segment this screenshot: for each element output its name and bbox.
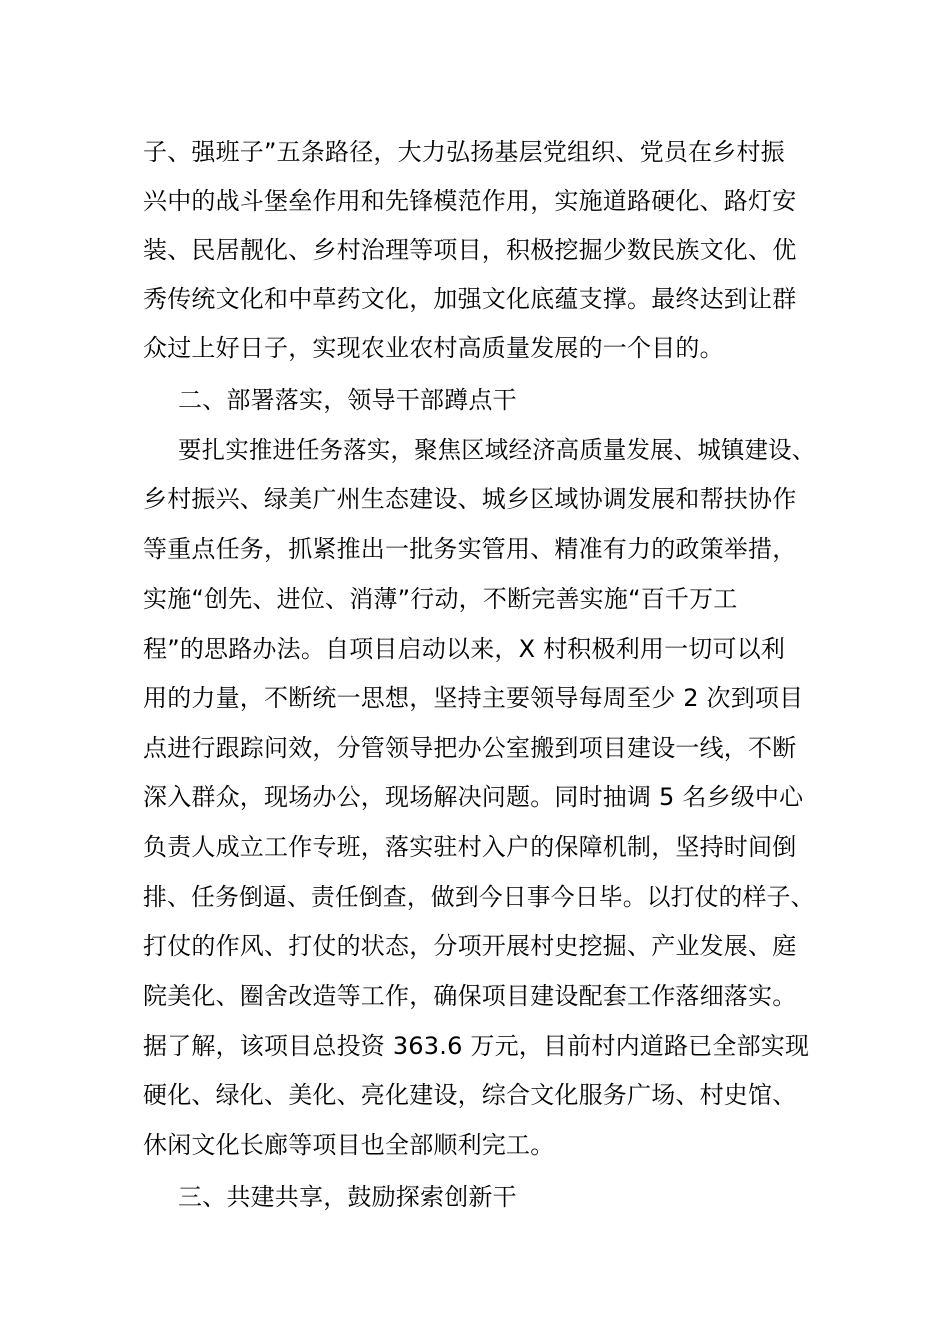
text-line: 用的力量，不断统一思想，坚持主要领导每周至少 2 次到项目 <box>143 684 804 712</box>
text-line: 排、任务倒逼、责任倒查，做到今日事今日毕。以打仗的样子、 <box>143 883 815 911</box>
text-line: 点进行跟踪问效，分管领导把办公室搬到项目建设一线，不断 <box>143 734 797 762</box>
text-line: 院美化、圈舍改造等工作，确保项目建设配套工作落细落实。 <box>143 982 797 1010</box>
text-line: 秀传统文化和中草药文化，加强文化底蕴支撑。最终达到让群 <box>143 285 797 313</box>
section-heading: 三、共建共享，鼓励探索创新干 <box>178 1183 517 1211</box>
text-line: 负责人成立工作专班，落实驻村入户的保障机制，坚持时间倒 <box>143 833 797 861</box>
text-line: 硬化、绿化、美化、亮化建设，综合文化服务广场、村史馆、 <box>143 1081 797 1109</box>
text-line: 兴中的战斗堡垒作用和先锋模范作用，实施道路硬化、路灯安 <box>143 187 797 215</box>
text-line: 乡村振兴、绿美广州生态建设、城乡区域协调发展和帮扶协作 <box>143 485 797 513</box>
text-line: 休闲文化长廊等项目也全部顺利完工。 <box>143 1131 555 1159</box>
text-line: 程”的思路办法。自项目启动以来，X 村积极利用一切可以利 <box>143 635 786 663</box>
text-line: 众过上好日子，实现农业农村高质量发展的一个目的。 <box>143 334 724 362</box>
text-line: 深入群众，现场办公，现场解决问题。同时抽调 5 名乡级中心 <box>143 783 804 811</box>
text-line: 装、民居靓化、乡村治理等项目，积极挖掘少数民族文化、优 <box>143 236 797 264</box>
text-line: 据了解，该项目总投资 363.6 万元，目前村内道路已全部实现 <box>143 1032 810 1060</box>
text-line: 实施“创先、进位、消薄”行动，不断完善实施“百千万工 <box>143 585 738 613</box>
text-line: 等重点任务，抓紧推出一批务实管用、精准有力的政策举措， <box>143 535 797 563</box>
text-line: 打仗的作风、打仗的状态，分项开展村史挖掘、产业发展、庭 <box>143 932 797 960</box>
section-heading: 二、部署落实，领导干部蹲点干 <box>178 386 517 414</box>
paragraph-first-line: 要扎实推进任务落实，聚焦区域经济高质量发展、城镇建设、 <box>178 436 816 464</box>
text-line: 子、强班子”五条路径，大力弘扬基层党组织、党员在乡村振 <box>143 138 785 166</box>
